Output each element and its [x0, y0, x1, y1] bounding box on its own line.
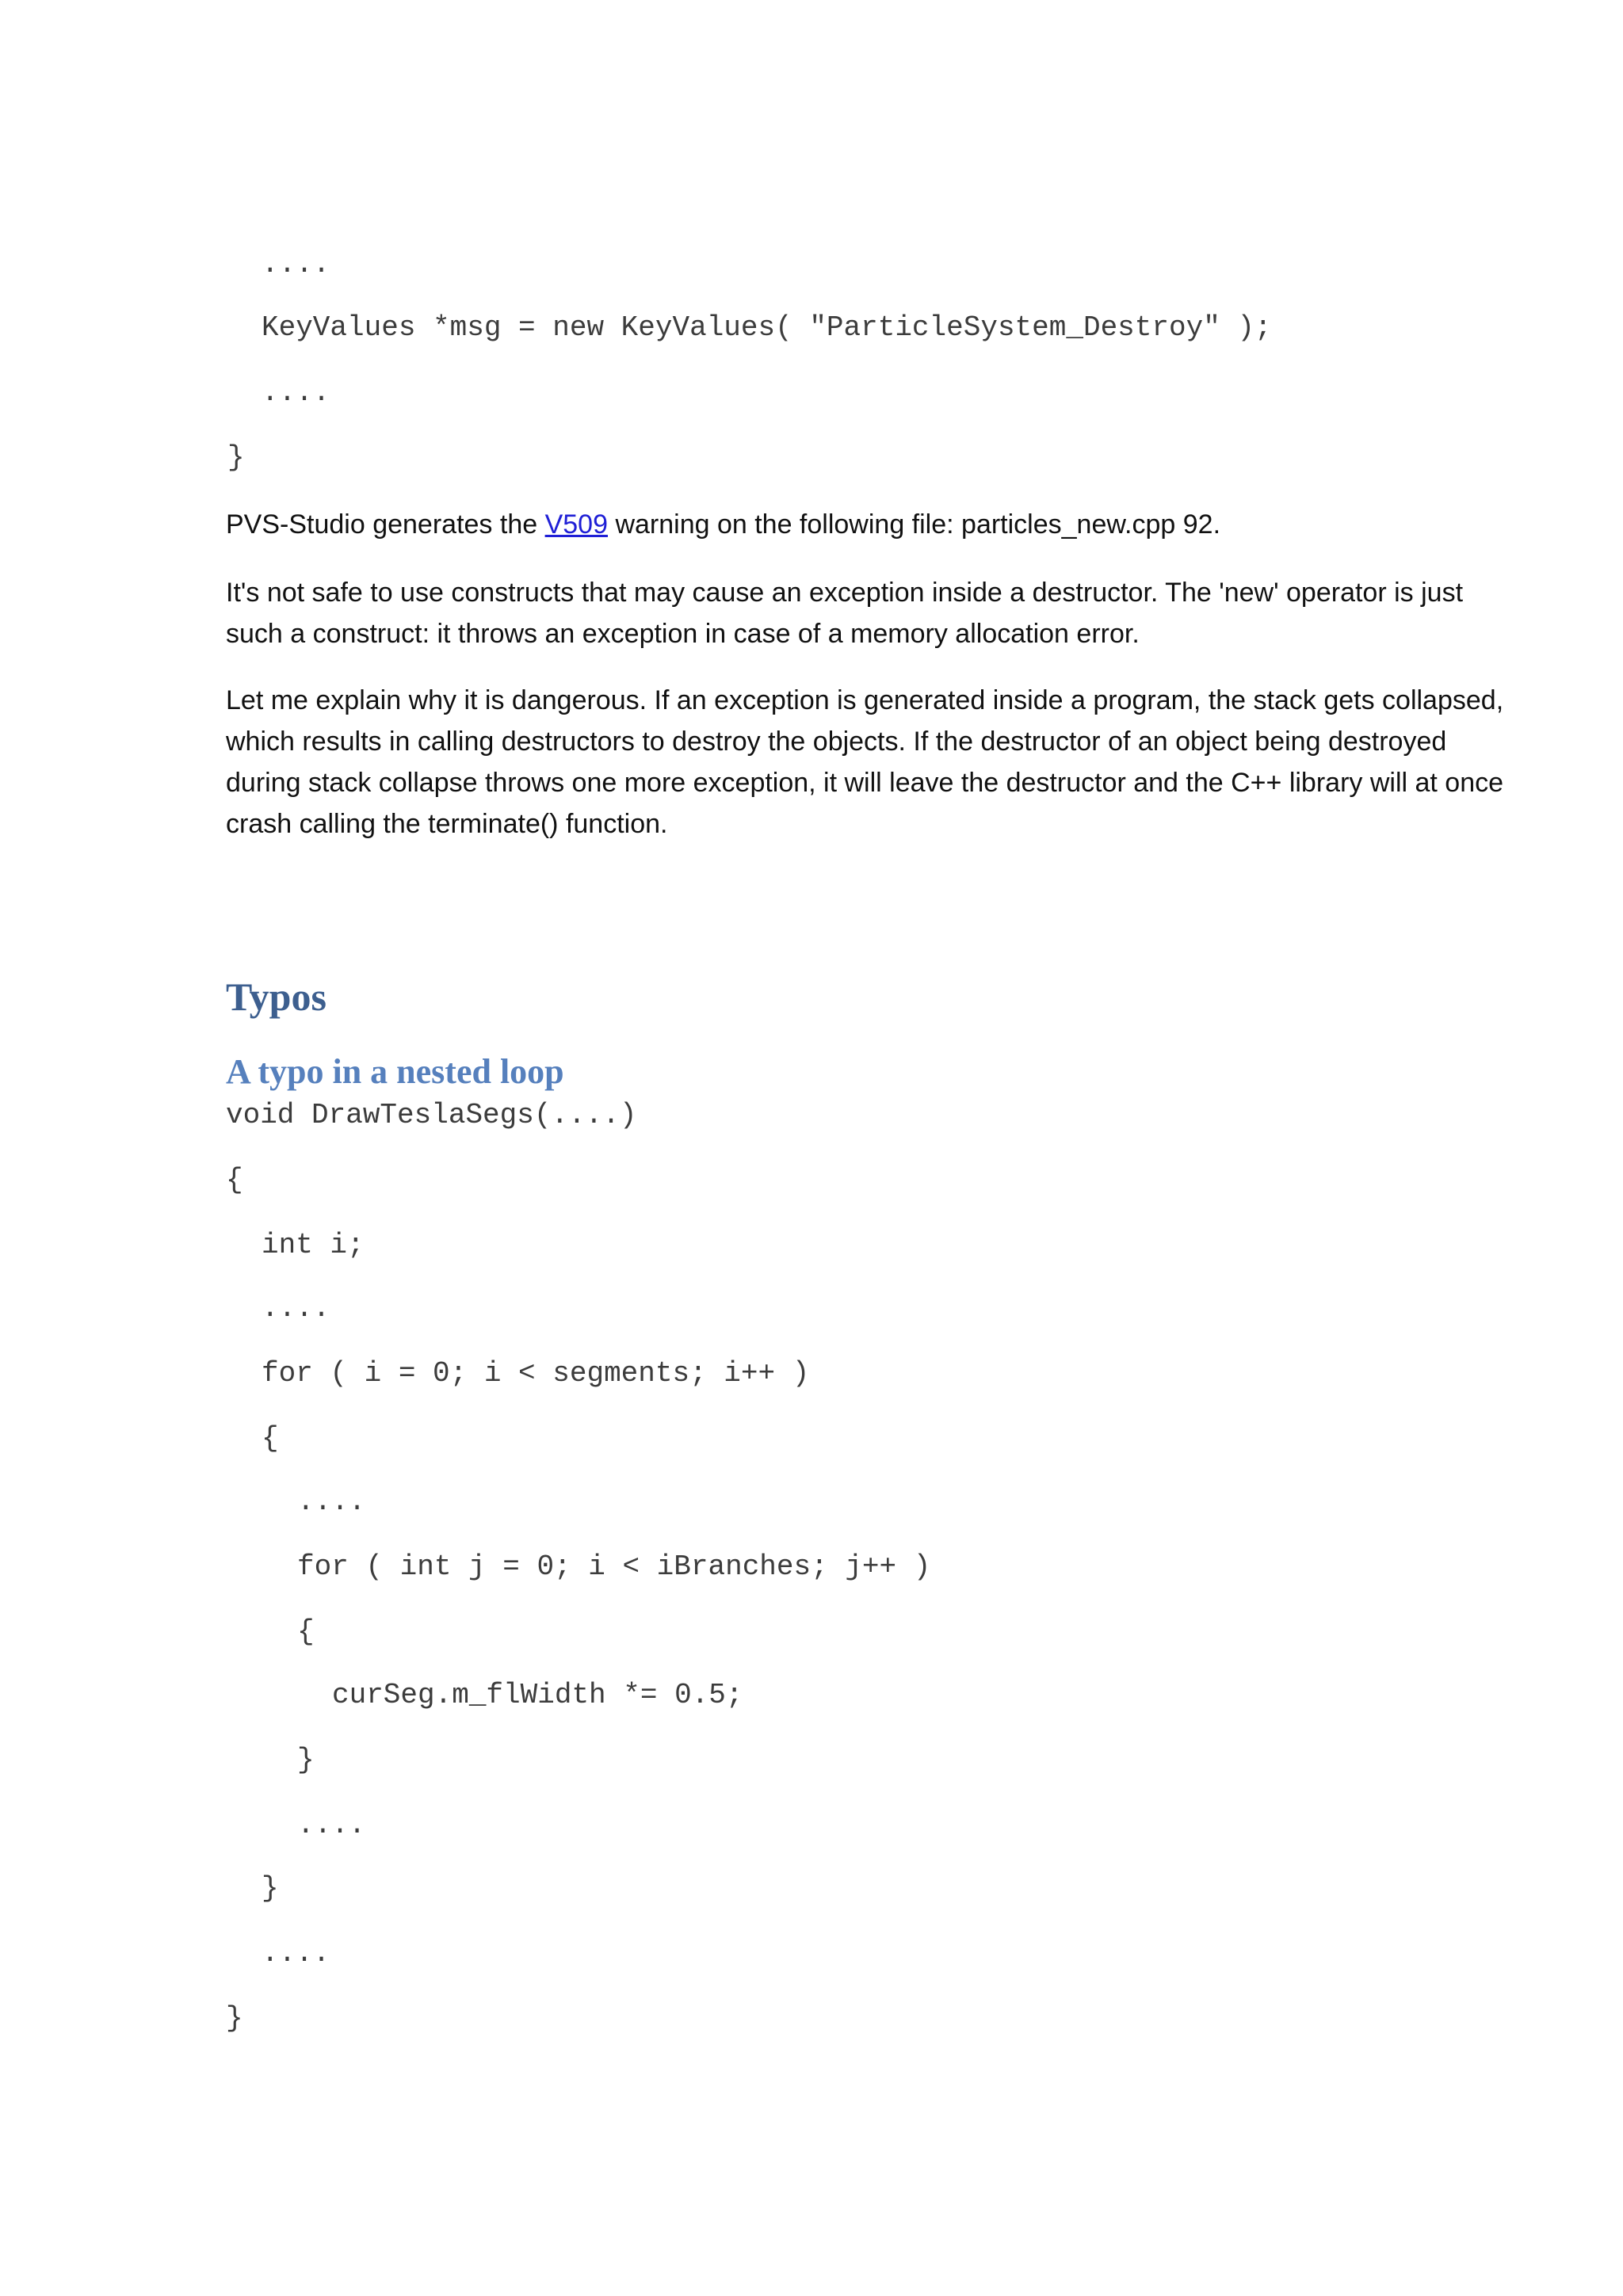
- section-heading: Typos: [226, 974, 327, 1019]
- code-line: for ( i = 0; i < segments; i++ ): [262, 1357, 810, 1390]
- code-line: {: [262, 1422, 279, 1455]
- code-line: ....: [262, 248, 330, 280]
- paragraph-danger: Let me explain why it is dangerous. If an exception is generated inside a program, the stack gets collapsed, which results in calling destructors to destroy the objects. If the destructor of an object being destroyed during stack collapse throws one more exception, it will leave the destructor and the C++ library will at once crash calling the terminate() function.: [226, 685, 1504, 839]
- code-line: }: [227, 441, 245, 474]
- code-line: ....: [262, 1937, 330, 1970]
- code-line: KeyValues *msg = new KeyValues( "ParticleSystem_Destroy" );: [262, 311, 1272, 344]
- code-line: }: [262, 1872, 279, 1905]
- code-line: ....: [262, 376, 330, 409]
- v509-link[interactable]: V509: [544, 509, 608, 540]
- code-line: curSeg.m_flWidth *= 0.5;: [332, 1679, 743, 1711]
- code-line: ....: [297, 1486, 366, 1518]
- code-line: ....: [262, 1292, 330, 1325]
- code-line: }: [297, 1744, 315, 1776]
- code-line: for ( int j = 0; i < iBranches; j++ ): [297, 1550, 931, 1583]
- code-line: void DrawTeslaSegs(....): [226, 1099, 637, 1131]
- code-line: int i;: [262, 1229, 365, 1261]
- code-line: ....: [297, 1809, 366, 1841]
- paragraph-warning: [226, 504, 1526, 545]
- code-line: }: [226, 2002, 243, 2035]
- code-line: {: [297, 1615, 315, 1648]
- paragraph-explanation: It's not safe to use constructs that may cause an exception inside a destructor. The 'new' operator is just such a construct: it throws an exception in case of a memory allocation error.: [226, 578, 1464, 649]
- code-line: {: [226, 1164, 243, 1196]
- paragraph-text: PVS-Studio generates the: [226, 509, 545, 540]
- subsection-heading: A typo in a nested loop: [226, 1052, 564, 1091]
- paragraph-text: warning on the following file: particles_new.cpp 92.: [608, 509, 1221, 540]
